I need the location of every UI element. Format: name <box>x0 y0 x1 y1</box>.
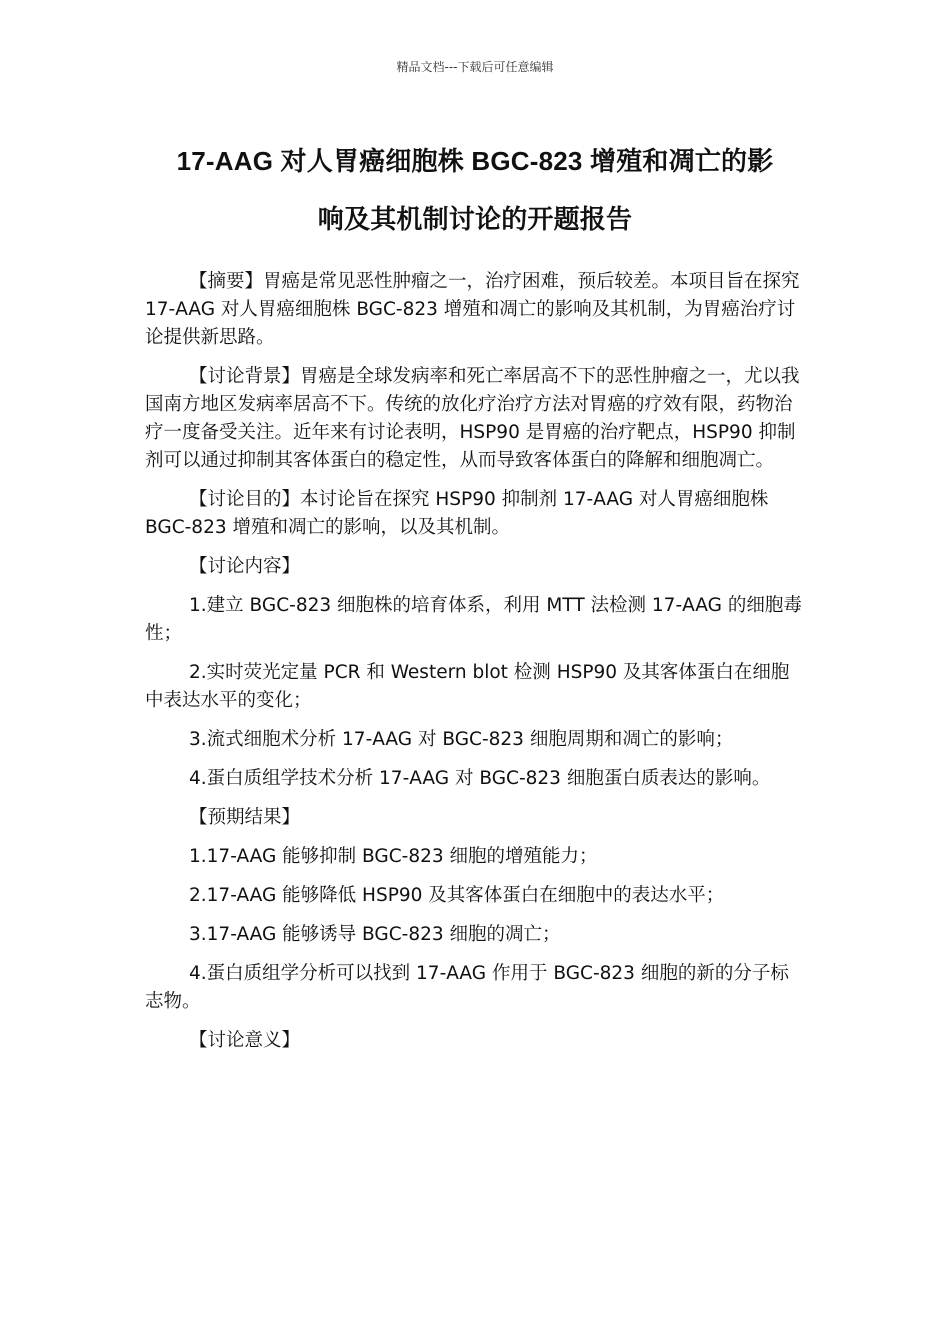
significance-heading: 【讨论意义】 <box>189 1030 301 1051</box>
objective-paragraph: 【讨论目的】本讨论旨在探究 HSP90 抑制剂 17-AAG 对人胃癌细胞株 BGC-823 增殖和凋亡的影响，以及其机制。 <box>145 489 769 538</box>
result-item-2: 2.17-AAG 能够降低 HSP90 及其客体蛋白在细胞中的表达水平； <box>189 885 725 906</box>
content-heading: 【讨论内容】 <box>189 556 301 577</box>
background-paragraph: 【讨论背景】胃癌是全球发病率和死亡率居高不下的恶性肿瘤之一，尤以我国南方地区发病率居高不下。传统的放化疗治疗方法对胃癌的疗效有限，药物治疗一度备受关注。近年来有讨论表明，HSP90 是胃癌的治疗靶点，HSP90 抑制剂可以通过抑制其客体蛋白的稳定性，从而导致客体蛋白的降解和细胞凋亡。 <box>145 366 800 471</box>
result-item-3: 3.17-AAG 能够诱导 BGC-823 细胞的凋亡； <box>189 924 561 945</box>
result-item-4: 4.蛋白质组学分析可以找到 17-AAG 作用于 BGC-823 细胞的新的分子标志物。 <box>145 963 789 1012</box>
header-note: 精品文档---下载后可任意编辑 <box>396 60 554 74</box>
document-title <box>110 132 840 248</box>
content-item-1: 1.建立 BGC-823 细胞株的培育体系，利用 MTT 法检测 17-AAG 的细胞毒性； <box>145 595 802 644</box>
content-item-3: 3.流式细胞术分析 17-AAG 对 BGC-823 细胞周期和凋亡的影响； <box>189 729 734 750</box>
results-heading: 【预期结果】 <box>189 807 301 828</box>
content-item-2: 2.实时荧光定量 PCR 和 Western blot 检测 HSP90 及其客体蛋白在细胞中表达水平的变化； <box>145 662 790 711</box>
title-line-1: 17-AAG 对人胃癌细胞株 BGC-823 增殖和凋亡的影 <box>176 146 774 176</box>
document-body <box>145 268 805 1066</box>
title-line-2: 响及其机制讨论的开题报告 <box>317 204 633 234</box>
content-item-4: 4.蛋白质组学技术分析 17-AAG 对 BGC-823 细胞蛋白质表达的影响。 <box>189 768 771 789</box>
abstract-paragraph: 【摘要】胃癌是常见恶性肿瘤之一，治疗困难，预后较差。本项目旨在探究 17-AAG 对人胃癌细胞株 BGC-823 增殖和凋亡的影响及其机制，为胃癌治疗讨论提供新思路。 <box>145 271 800 348</box>
result-item-1: 1.17-AAG 能够抑制 BGC-823 细胞的增殖能力； <box>189 846 598 867</box>
